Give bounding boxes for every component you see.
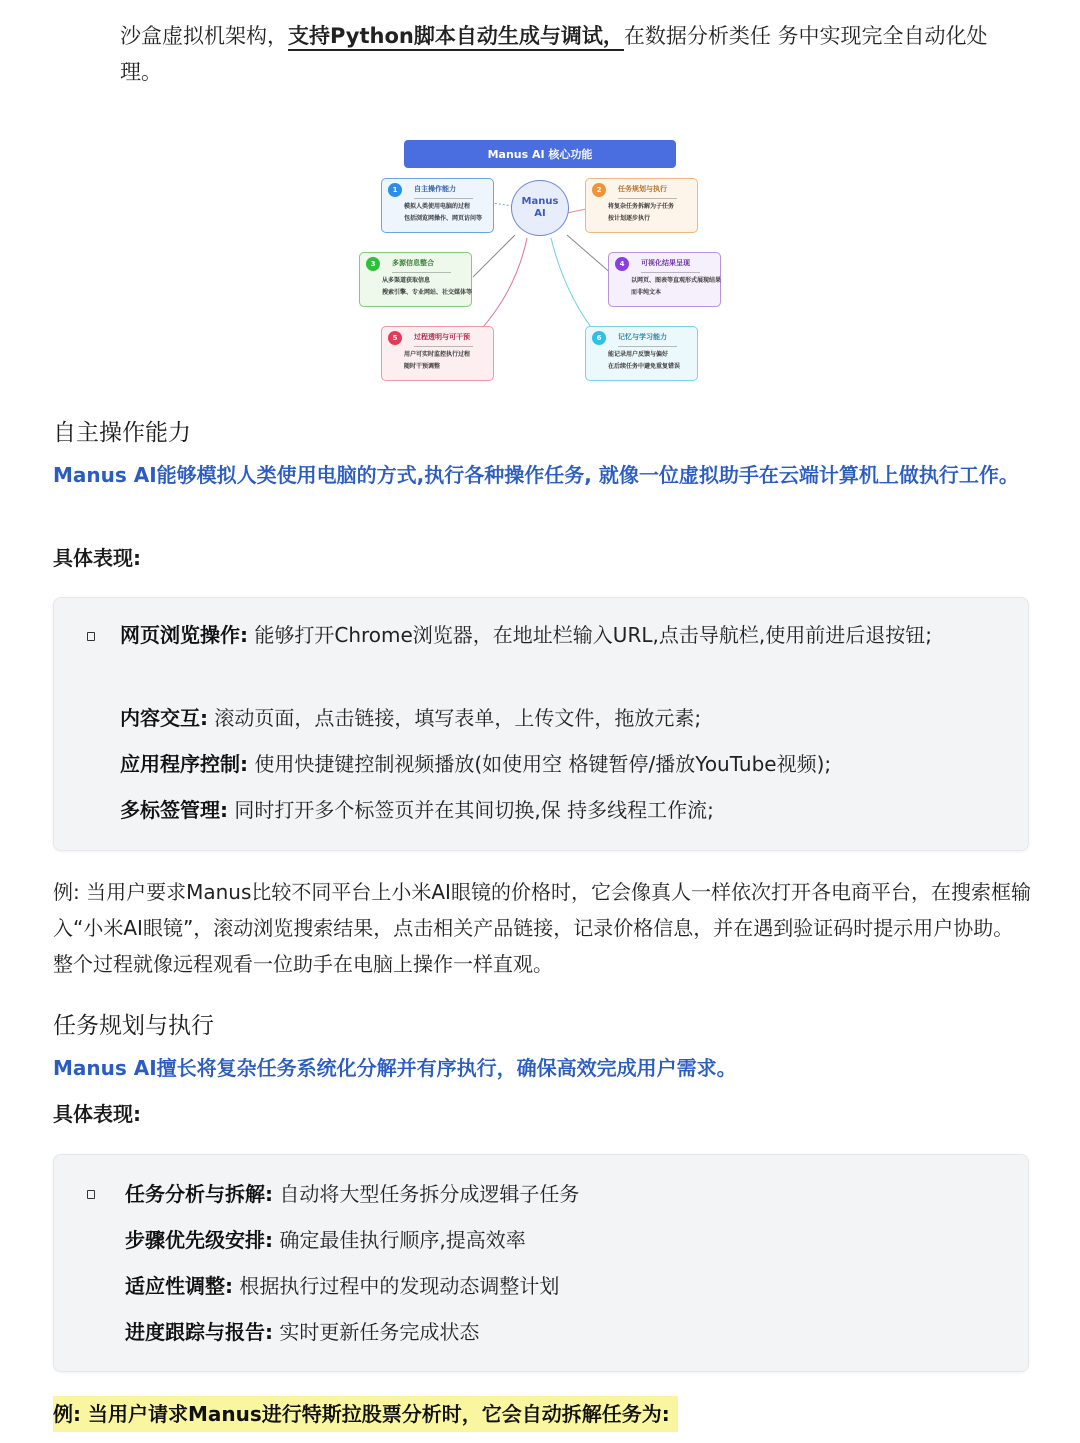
section-2-lead: Manus AI擅长将复杂任务系统化分解并有序执行，确保高效完成用户需求。 xyxy=(53,1056,737,1080)
section-1-subheading: 具体表现: xyxy=(53,546,141,570)
section-2-title: 任务规划与执行 xyxy=(53,1013,214,1039)
node-number-badge: 5 xyxy=(388,331,402,345)
intro-paragraph xyxy=(120,18,1000,90)
hub-line-2: AI xyxy=(534,208,546,219)
section-2-feature-card xyxy=(53,1154,1029,1372)
feature-label: 内容交互: xyxy=(120,706,208,730)
node-number-badge: 2 xyxy=(592,183,606,197)
node-line: 按计划逐步执行 xyxy=(608,215,651,222)
node-title: 可视化结果呈现 xyxy=(641,257,700,273)
intro-suffix: 在数据分析类任 务中实现完全自动化处理。 xyxy=(120,24,988,84)
feature-item xyxy=(125,1223,526,1258)
feature-text: 确定最佳执行顺序,提高效率 xyxy=(273,1228,526,1252)
section-1-title: 自主操作能力 xyxy=(53,420,191,446)
feature-text: 实时更新任务完成状态 xyxy=(273,1320,480,1344)
node-title: 多源信息整合 xyxy=(392,257,451,273)
node-line: 能记录用户反馈与偏好 xyxy=(608,351,669,358)
node-number-badge: 1 xyxy=(388,183,402,197)
node-line: 搜索引擎、专业网站、社交媒体等 xyxy=(382,289,473,296)
diagram-node-3 xyxy=(359,252,472,307)
node-title: 记忆与学习能力 xyxy=(618,331,677,347)
node-title: 自主操作能力 xyxy=(414,183,473,199)
feature-label: 任务分析与拆解: xyxy=(125,1182,273,1206)
feature-label: 进度跟踪与报告: xyxy=(125,1320,273,1344)
section-2-subheading: 具体表现: xyxy=(53,1102,141,1126)
diagram-node-2 xyxy=(585,178,698,233)
feature-label: 多标签管理: xyxy=(120,798,228,822)
square-bullet-icon xyxy=(87,632,95,641)
feature-item xyxy=(125,1315,479,1350)
feature-text: 自动将大型任务拆分成逻辑子任务 xyxy=(273,1182,580,1206)
diagram-hub xyxy=(511,180,569,236)
feature-label: 应用程序控制: xyxy=(120,752,248,776)
section-1-lead: Manus AI能够模拟人类使用电脑的方式,执行各种操作任务, 就像一位虚拟助手在云端计算机上做执行工作。 xyxy=(53,463,1019,487)
node-number-badge: 4 xyxy=(615,257,629,271)
feature-label: 网页浏览操作: xyxy=(120,623,248,647)
feature-text: 滚动页面，点击链接，填写表单，上传文件，拖放元素; xyxy=(208,706,702,730)
feature-text: 根据执行过程中的发现动态调整计划 xyxy=(233,1274,560,1298)
diagram-node-4 xyxy=(608,252,721,307)
node-line: 以网页、图表等直观形式展现结果 xyxy=(631,277,722,284)
diagram-node-1 xyxy=(381,178,494,233)
feature-item xyxy=(125,1269,559,1304)
node-title: 过程透明与可干预 xyxy=(414,331,473,347)
section-2-example-highlight: 例: 当用户请求Manus进行特斯拉股票分析时，它会自动拆解任务为: xyxy=(53,1396,678,1432)
node-line: 而非纯文本 xyxy=(631,289,662,296)
node-line: 在后续任务中避免重复错误 xyxy=(608,363,681,370)
node-line: 用户可实时监控执行过程 xyxy=(404,351,471,358)
node-line: 包括浏览网操作、网页访问等 xyxy=(404,215,483,222)
feature-item xyxy=(120,701,701,736)
diagram-node-6 xyxy=(585,326,698,381)
intro-bold-underlined: 支持Python脚本自动生成与调试， xyxy=(288,24,624,51)
square-bullet-icon xyxy=(87,1190,95,1199)
hub-line-1: Manus xyxy=(521,196,559,207)
node-number-badge: 3 xyxy=(366,257,380,271)
feature-text: 同时打开多个标签页并在其间切换,保 持多线程工作流; xyxy=(228,798,714,822)
diagram-title: Manus AI 核心功能 xyxy=(404,140,676,168)
node-line: 随时干预调整 xyxy=(404,363,441,370)
section-1-feature-card xyxy=(53,597,1029,851)
feature-label: 适应性调整: xyxy=(125,1274,233,1298)
section-1-example: 例: 当用户要求Manus比较不同平台上小米AI眼镜的价格时，它会像真人一样依次打开各电商平台，在搜索框输入“小米AI眼镜”，滚动浏览搜索结果，点击相关产品链接，记录价格信息，并在遇到验证码时提示用户协助。整个过程就像远程观看一位助手在电脑上操作一样直观。 xyxy=(53,880,1031,976)
node-title: 任务规划与执行 xyxy=(618,183,677,199)
core-features-diagram xyxy=(355,135,725,385)
feature-label: 步骤优先级安排: xyxy=(125,1228,273,1252)
node-line: 从多渠道获取信息 xyxy=(382,277,431,284)
feature-item xyxy=(120,793,714,828)
node-line: 模拟人类使用电脑的过程 xyxy=(404,203,471,210)
diagram-node-5 xyxy=(381,326,494,381)
feature-item xyxy=(120,618,1000,653)
intro-prefix: 沙盒虚拟机架构， xyxy=(120,24,288,48)
feature-item xyxy=(125,1177,579,1212)
node-number-badge: 6 xyxy=(592,331,606,345)
feature-item xyxy=(120,747,831,782)
feature-text: 使用快捷键控制视频播放(如使用空 格键暂停/播放YouTube视频); xyxy=(248,752,832,776)
feature-text: 能够打开Chrome浏览器，在地址栏输入URL,点击导航栏,使用前进后退按钮; xyxy=(248,623,932,647)
node-line: 将复杂任务拆解为子任务 xyxy=(608,203,675,210)
